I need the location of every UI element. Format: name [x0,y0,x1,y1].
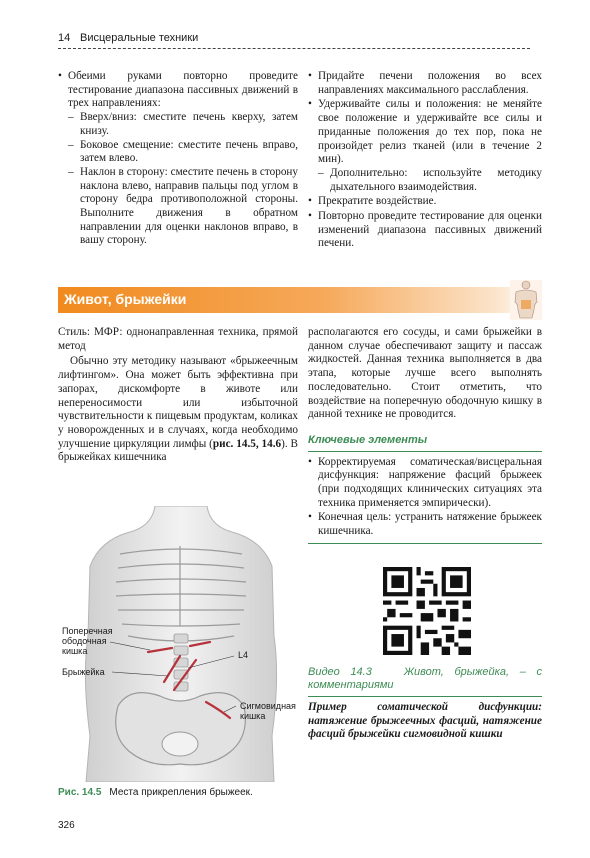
bullet-item: • Придайте печени положения во всех направлениях максимального расслабления. [308,70,542,97]
label-mesentery: Брыжейка [62,667,105,677]
video-divider [308,696,542,697]
header-page-number: 14 [58,32,71,44]
key-element-item: • Корректируемая соматическая/висцеральная дисфункция: напряжение фасций брыжеек (при подходящих клинических ситуациях эта техника применяется эмпирически). [308,456,542,511]
key-elements-heading: Ключевые элементы [308,434,542,452]
label-l4: L4 [238,650,249,660]
top-left-column [58,70,298,249]
right-body-column [308,326,542,544]
video-number: Видео 14.3 [308,666,372,678]
body-paragraph: располагаются его сосуды, и сами брыжейки в данном случае обеспечивают защиту и пассаж жидкостей. Данная техника выполняется в два этапа, которые лучше всего выполнять последовательно. Стоит отметить, что воздействие на поперечную ободочную кишку в данной технике не проводится. [308,326,542,421]
running-header [58,32,530,49]
figure-caption [58,787,253,798]
bullet-intro: • Обеими руками повторно проведите тестирование диапазона пассивных движений в трех направлениях: – Вверх/вниз: сместите печень кверху, затем книзу. – Боковое смещение: сместите печень вправо, затем влево. – Наклон в сторону: сместите печень в сторону наклона влево, направив пальцы под углом в сторону бедра противоположной стороны. Выполните движения в обратном направлении для оценки наклонов вправо, в вашу сторону. [58,70,298,248]
figure-caption-text: Места прикрепления брыжеек. [109,787,253,798]
header-chapter: Висцеральные техники [80,32,199,44]
bullet-item: • Удерживайте силы и положения: не меняйте свое положение и удерживайте все силы и приданные положения до тех пор, пока не произойдет релиз тканей (или в течение 2 мин). – Дополнительно: используйте методику дыхательного взаимодействия. [308,98,542,194]
label-transverse-colon: Поперечная ободочная кишка [62,626,113,656]
dash-item: – Боковое смещение: сместите печень вправо, затем влево. [68,139,298,166]
top-right-column [308,70,542,252]
page-number: 326 [58,820,75,831]
bullet-item: • Прекратите воздействие. [308,195,542,209]
figure-reference: рис. 14.5, 14.6 [212,437,282,450]
torso-icon [510,280,542,320]
label-sigmoid-colon: Сигмовидная кишка [240,701,296,721]
key-element-item: • Конечная цель: устранить натяжение брыжеек кишечника. [308,511,542,538]
dash-item: – Вверх/вниз: сместите печень кверху, затем книзу. [68,111,298,138]
bullet-item: • Повторно проведите тестирование для оценки изменений диапазона пассивных движений печени. [308,210,542,251]
body-paragraph: Обычно эту методику называют «брыжеечным лифтингом». Она может быть эффективна при запорах, дискомфорте в животе или непереносимости или избыточной чувствительности к пищевым продуктам, коликах у новорожденных и в случаях, когда необходимо улучшение циркуляции лимфы (рис. 14.5, 14.6). В брыжейках кишечника [58,355,299,464]
key-elements-divider [308,543,542,544]
section-banner [58,287,542,313]
left-body-column [58,326,298,465]
dash-item: – Дополнительно: используйте методику дыхательного взаимодействия. [318,167,542,194]
dash-item: – Наклон в сторону: сместите печень в сторону наклона влево, направив пальцы под углом в сторону бедра противоположной стороны. Выполните движения в обратном направлении для оценки наклонов вправо, в вашу сторону. [68,166,298,248]
video-caption[interactable] [308,666,542,692]
video-description: Пример соматической дисфункции: натяжение брыжеечных фасций, натяжение фасций брыжейки сигмовидной кишки [308,701,542,740]
qr-code-icon[interactable] [383,567,471,655]
video-block [308,666,542,742]
figure-caption-label: Рис. 14.5 [58,787,102,798]
style-line: Стиль: МФР: однонаправленная техника, прямой метод [58,326,298,352]
video-title: Живот, брыжейка, – с комментариями [308,666,542,691]
section-title: Живот, брыжейки [64,291,187,307]
